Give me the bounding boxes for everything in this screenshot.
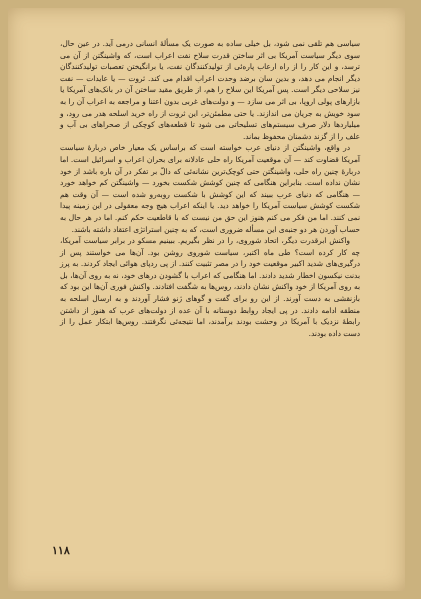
page-number: ۱۱۸ (52, 544, 70, 557)
paragraph-3: واکنش ابرقدرت دیگر، اتحاد شوروی، را در نظر بگیریم. ببینیم مسکو در برابر سیاست آمریکا، چه کار کرده است؟ طی ماه اکتبر، سیاست شوروی روشن بود. آن‌ها می خواستند پس از درگیری‌های شدید اکبیر موقعیت خود را در مصر تثبیت کنند. از پی ردپای هوائی ایجاد کردند. به پرز بدنت نیکسون اخطار شدید دادند. اما هنگامی که اعراب با گشودن درهای خود، نه به روی آن‌ها، بل به روی آمریکا از خود واکنش نشان دادند، روس‌ها به شگفت افتادند. واکنش فوری آن‌ها این بود که بازنقشی به دست آورند. از این رو برای گفت و گوهای ژنو فشار آوردند و به ارسال اسلحه به منطقه ادامه دادند. در پی ایجاد روابط دوستانه با آن عده از دولت‌های عرب که هنوز از داشتن رابطهٔ نزدیک با آمریکا در وحشت بودند برآمدند، اما نتیجه‌ئی نگرفتند. روس‌ها ابتکار عمل را از دست داده بودند. (60, 236, 360, 338)
paragraph-2: در واقع، واشینگتن از دنیای عرب خواسته است که براساس یک معیار خاص دربارهٔ سیاست آمریکا قضاوت کند — آن موقعیت آمریکا راه حلی عادلانه برای بحران اعراب و اسرائیل است. اما دربارهٔ چنین راه حلی، واشینگتن حتی کوچک‌ترین نشانه‌ئی که دالّ بر تفکر در آن باره باشد از خود نشان نداده است. بنابراین هنگامی که چنین کوشش شکست بخورد — واشینگتن کم خواهد خورد — هنگامی که دنیای عرب ببیند که این کوشش با شکست روبه‌رو شده است — آن وقت هم شکست کوشش سیاست آمریکا را خواهد دید. یا اینکه اعراب هیچ وجه معقولی در این زمینه پیدا نمی کنند. اما من فکر می کنم هنوز این حق من نیست که با قاطعیت حکم کنم. اما در هر حال به حساب آوردن هر دو جنبه‌ی این مسأله ضروری است، که به چنین استراتژی اعتقاد داشته باشند. (60, 143, 360, 234)
body-text (60, 38, 360, 339)
paragraph-1: سیاسی هم تلقی نمی شود، بل خیلی ساده به صورت یک مسألهٔ انسانی درمی آید. در عین حال، سوی دیگر سیاست آمریکا بی اثر ساختن قدرت سلاح نفت اعراب است، که واشینگتن از آن می ترسد، و این کار را از راه ارعاب پاره‌ئی از تولیدکنندگان نفت، یا برانگیختن تعصبات تولیدکنندگان دیگر انجام می دهد، و بدین سان برضد وحدت اعراب اقدام می کند. ثروت — یا عایدات — نفت نیز سلاحی دیگر است. پس آمریکا این سلاح را هم، از طریق مقید ساختن آن در بانک‌های آمریکا یا بازارهای پولی اروپا، بی اثر می سازد — و دولت‌های غربی بدون اعتنا و مراجعه به اعراب آن را به سود خویش به جریان می اندازند. یا حتی مطمئن‌تر، این ثروت از راه خرید اسلحه هدر می رود، و میلیاردها دلار صرف سیستم‌های تسلیحاتی می شود تا قطعه‌های کوچکی از صحراهای بی آب و علف را از گزند دشمنان محفوظ بماند. (60, 39, 360, 141)
book-page (8, 8, 405, 591)
